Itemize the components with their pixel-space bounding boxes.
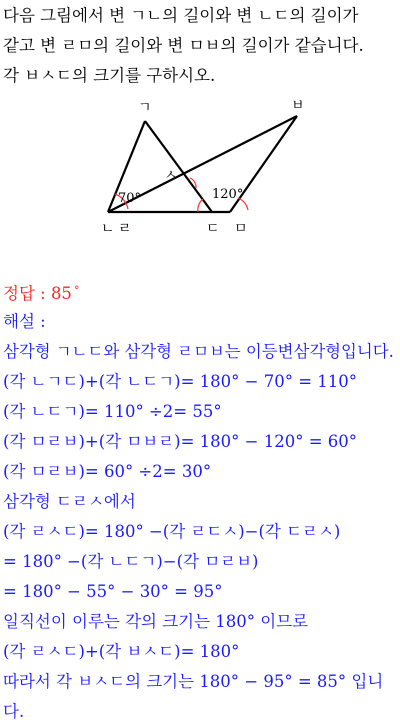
solution-line: 일직선이 이루는 각의 크기는 180° 이므로 [3, 612, 309, 631]
solution-line: (각 ㄹㅅㄷ)+(각 ㅂㅅㄷ)= 180° [3, 642, 240, 661]
answer-line [3, 281, 79, 304]
solution-line: (각 ㄴㄷㄱ)= 110° ÷2= 55° [3, 402, 222, 421]
solution-line: (각 ㅁㄹㅂ)+(각 ㅁㅂㄹ)= 180° − 120° = 60° [3, 432, 358, 451]
solution-line: 삼각형 ㄷㄹㅅ에서 [3, 492, 136, 511]
solution-line: 따라서 각 ㅂㅅㄷ의 크기는 180° − 95° = 85° 입니 [3, 672, 384, 691]
question-line: 같고 변 ㄹㅁ의 길이와 변 ㅁㅂ의 길이가 같습니다. [3, 36, 364, 55]
label-mieum: ㅁ [234, 221, 248, 237]
answer-label: 정답 : [3, 284, 51, 303]
answer-degree: ° [73, 284, 80, 297]
label-nieun: ㄴ [101, 221, 115, 237]
angle-label-70: 70° [118, 191, 142, 206]
question-line: 각 ㅂㅅㄷ의 크기를 구하시오. [3, 66, 216, 85]
segment-giyeok-digeut [145, 121, 212, 212]
label-siot: ㅅ [164, 168, 178, 184]
question-line: 다음 그림에서 변 ㄱㄴ의 길이와 변 ㄴㄷ의 길이가 [3, 6, 359, 25]
solution-line: = 180° −(각 ㄴㄷㄱ)−(각 ㅁㄹㅂ) [3, 552, 259, 571]
label-rieul: ㄹ [118, 221, 132, 237]
angle-arc-digeut [198, 199, 203, 212]
solution-line: 삼각형 ㄱㄴㄷ와 삼각형 ㄹㅁㅂ는 이등변삼각형입니다. [3, 342, 394, 361]
label-bieup: ㅂ [291, 98, 305, 114]
solution-line: (각 ㄴㄱㄷ)+(각 ㄴㄷㄱ)= 180° − 70° = 110° [3, 372, 358, 391]
solution-title: 해설 : [3, 312, 46, 331]
solution-line: 다. [3, 702, 25, 721]
answer-value: 85 [50, 284, 72, 303]
label-digeut: ㄷ [206, 221, 220, 237]
solution-line: (각 ㅁㄹㅂ)= 60° ÷2= 30° [3, 462, 212, 481]
angle-label-120: 120° [212, 187, 244, 202]
geometry-figure [0, 0, 400, 240]
label-giyeok: ㄱ [138, 100, 152, 116]
solution-line: = 180° − 55° − 30° = 95° [3, 582, 223, 601]
solution-line: (각 ㄹㅅㄷ)= 180° −(각 ㄹㄷㅅ)−(각 ㄷㄹㅅ) [3, 522, 341, 541]
